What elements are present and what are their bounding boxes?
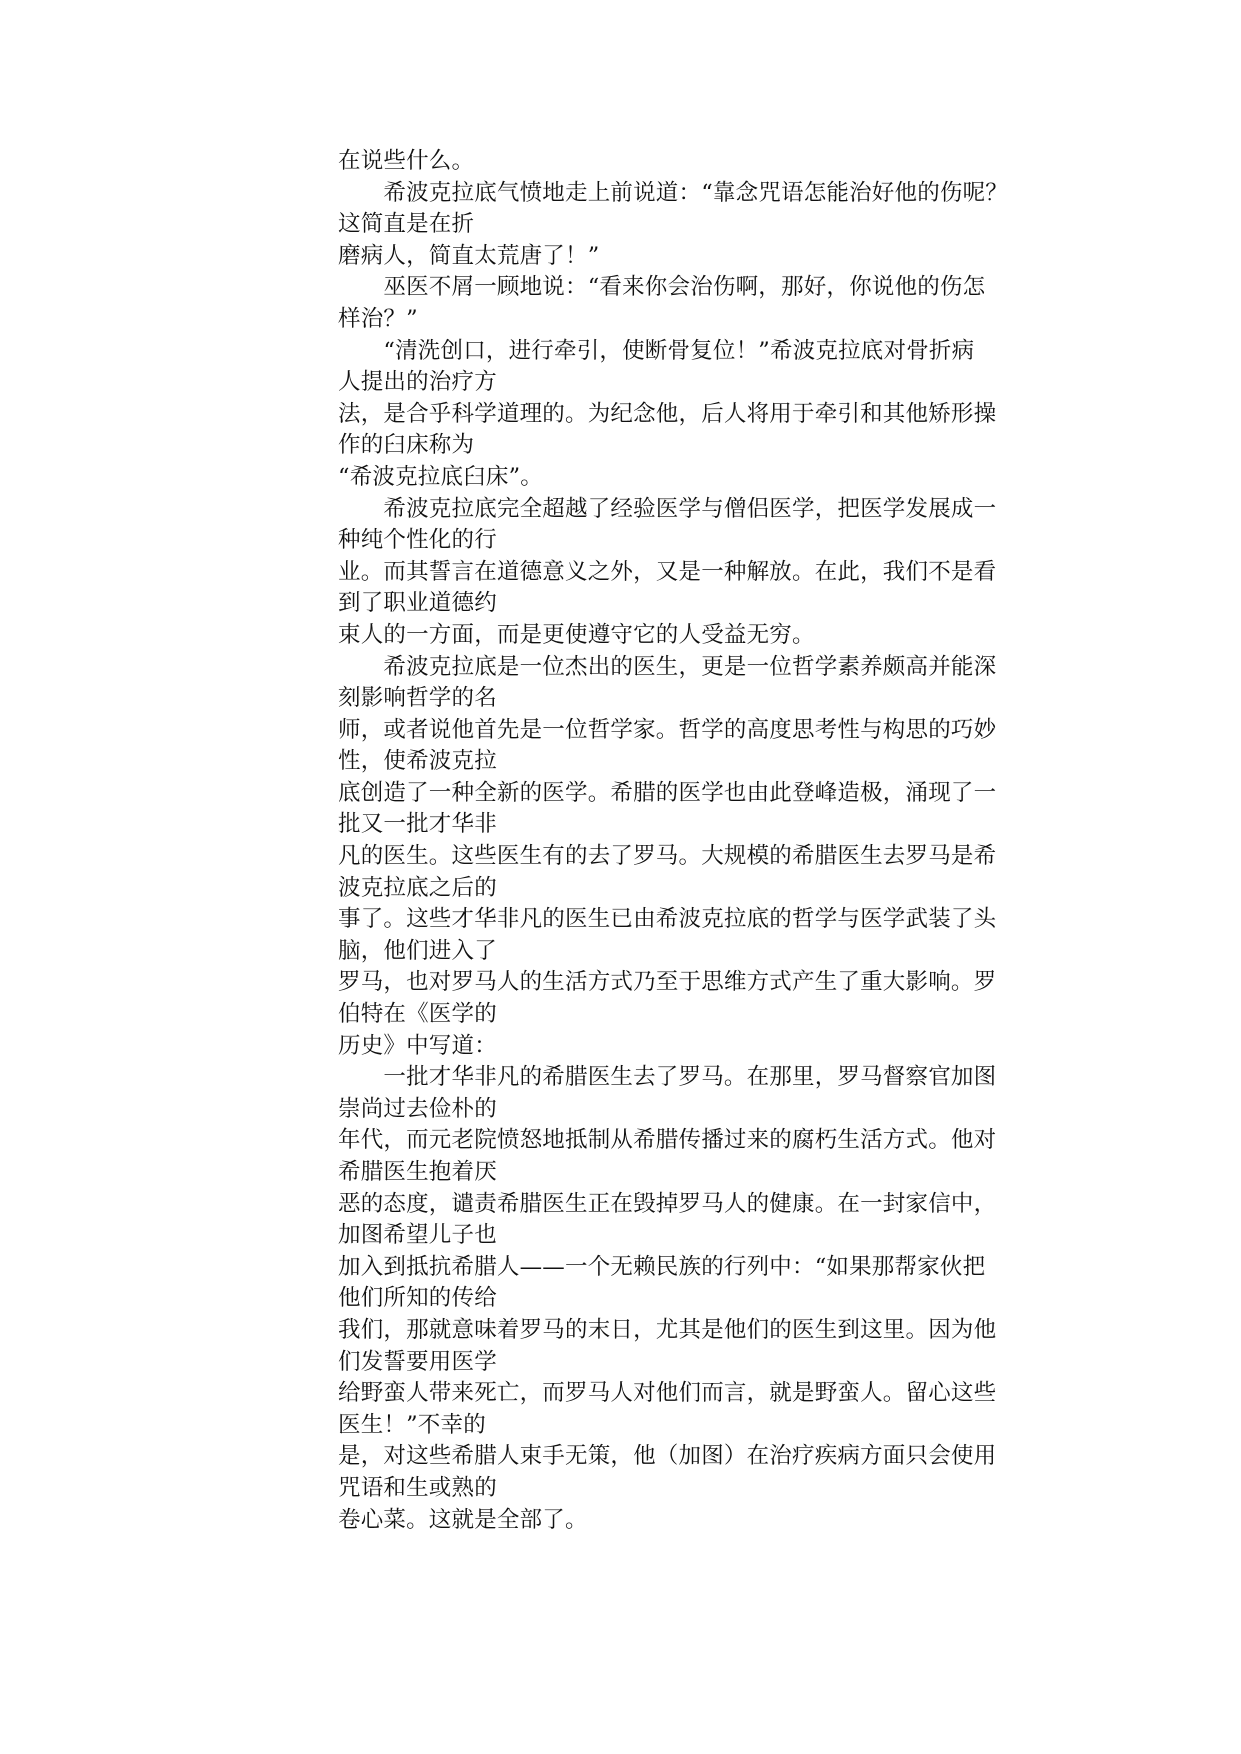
text-line: “清洗创口，进行牵引，使断骨复位！”希波克拉底对骨折病	[338, 337, 975, 364]
body-text	[338, 146, 1078, 1536]
text-line: 到了职业道德约	[338, 590, 497, 617]
text-line: 罗马，也对罗马人的生活方式乃至于思维方式产生了重大影响。罗	[338, 969, 997, 996]
text-line: 人提出的治疗方	[338, 369, 497, 396]
text-line: 性，使希波克拉	[338, 748, 497, 775]
text-line: 恶的态度，谴责希腊医生正在毁掉罗马人的健康。在一封家信中，	[338, 1190, 997, 1217]
text-line: 希波克拉底是一位杰出的医生，更是一位哲学素养颇高并能深	[338, 653, 997, 680]
text-line: 凡的医生。这些医生有的去了罗马。大规模的希腊医生去罗马是希	[338, 843, 997, 870]
text-line: 希腊医生抱着厌	[338, 1159, 497, 1185]
text-line: 我们，那就意味着罗马的末日，尤其是他们的医生到这里。因为他	[338, 1316, 997, 1343]
text-line: 底创造了一种全新的医学。希腊的医学也由此登峰造极，涌现了一	[338, 779, 997, 806]
text-line: 卷心菜。这就是全部了。	[338, 1506, 588, 1533]
text-line: 批又一批才华非	[338, 811, 497, 838]
text-line: 法，是合乎科学道理的。为纪念他，后人将用于牵引和其他矫形操	[338, 400, 997, 427]
text-line: 在说些什么。	[338, 148, 475, 174]
text-line: 希波克拉底气愤地走上前说道：“靠念咒语怎能治好他的伤呢？	[338, 179, 1009, 206]
text-line: “希波克拉底臼床”。	[338, 463, 544, 490]
text-line: 历史》中写道：	[338, 1032, 497, 1059]
text-line: 一批才华非凡的希腊医生去了罗马。在那里，罗马督察官加图	[338, 1064, 997, 1091]
text-line: 束人的一方面，而是更使遵守它的人受益无穷。	[338, 621, 815, 648]
text-line: 伯特在《医学的	[338, 1001, 497, 1028]
text-line: 这简直是在折	[338, 211, 475, 238]
text-line: 脑，他们进入了	[338, 937, 497, 964]
text-line: 给野蛮人带来死亡，而罗马人对他们而言，就是野蛮人。留心这些	[338, 1380, 997, 1407]
text-line: 样治？”	[338, 305, 418, 332]
text-line: 加图希望儿子也	[338, 1222, 497, 1249]
text-line: 波克拉底之后的	[338, 874, 497, 901]
text-line: 他们所知的传给	[338, 1285, 497, 1312]
text-line: 是，对这些希腊人束手无策，他（加图）在治疗疾病方面只会使用	[338, 1443, 997, 1470]
text-line: 希波克拉底完全超越了经验医学与僧侣医学，把医学发展成一	[338, 495, 997, 522]
text-line: 医生！”不幸的	[338, 1411, 486, 1438]
text-line: 年代，而元老院愤怒地抵制从希腊传播过来的腐朽生活方式。他对	[338, 1127, 997, 1154]
text-line: 咒语和生或熟的	[338, 1474, 497, 1501]
text-line: 刻影响哲学的名	[338, 685, 497, 712]
text-line: 加入到抵抗希腊人——一个无赖民族的行列中：“如果那帮家伙把	[338, 1253, 986, 1280]
text-line: 师，或者说他首先是一位哲学家。哲学的高度思考性与构思的巧妙	[338, 716, 997, 743]
text-line: 作的臼床称为	[338, 432, 475, 459]
text-line: 崇尚过去俭朴的	[338, 1095, 497, 1122]
text-line: 业。而其誓言在道德意义之外，又是一种解放。在此，我们不是看	[338, 558, 997, 585]
text-line: 巫医不屑一顾地说：“看来你会治伤啊，那好，你说他的伤怎	[338, 274, 986, 301]
text-line: 们发誓要用医学	[338, 1348, 497, 1375]
text-line: 种纯个性化的行	[338, 527, 497, 554]
text-line: 事了。这些才华非凡的医生已由希波克拉底的哲学与医学武装了头	[338, 906, 997, 933]
text-line: 磨病人，简直太荒唐了！”	[338, 242, 600, 269]
